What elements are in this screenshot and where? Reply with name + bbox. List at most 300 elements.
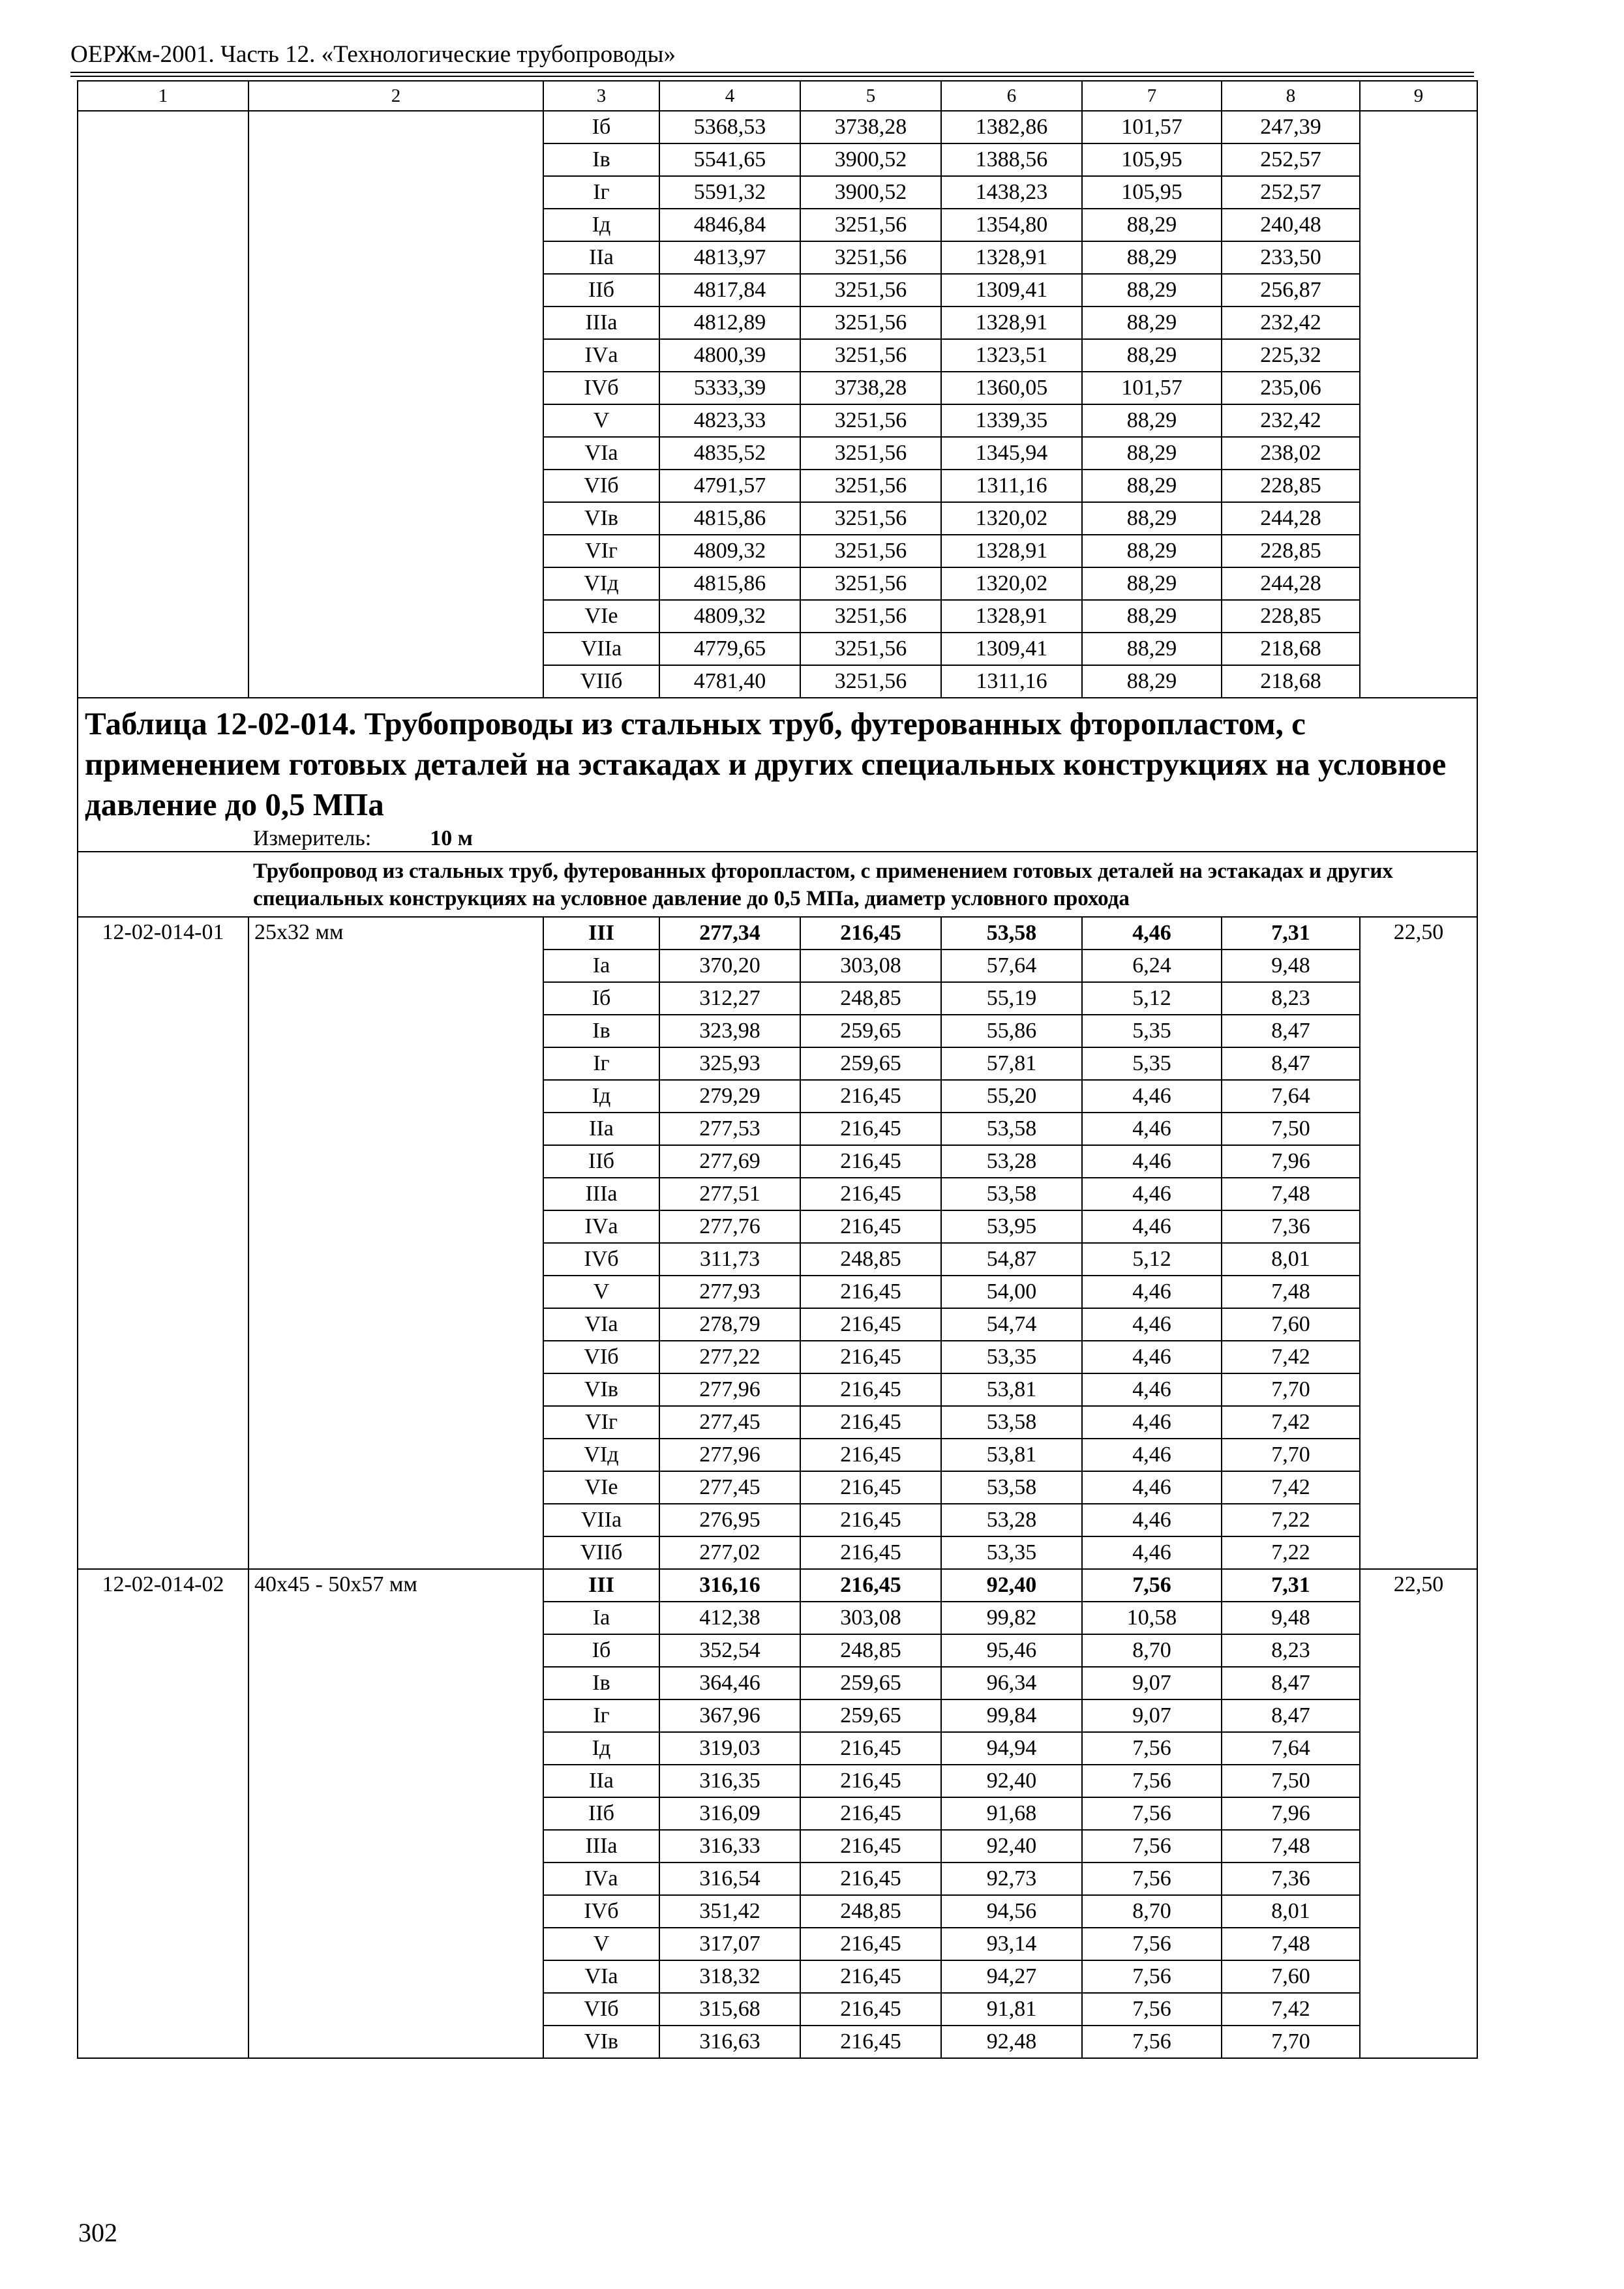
table-cell: 4,46 bbox=[1082, 1439, 1222, 1471]
description-row bbox=[78, 852, 1477, 917]
table-cell: 88,29 bbox=[1082, 600, 1222, 633]
table-cell: 53,35 bbox=[941, 1341, 1082, 1373]
table-cell: 105,95 bbox=[1082, 143, 1222, 176]
table-cell: 216,45 bbox=[800, 1993, 941, 2026]
table-cell: 3251,56 bbox=[800, 241, 941, 274]
table-cell: 4835,52 bbox=[659, 437, 800, 470]
table-cell: VIб bbox=[543, 1341, 659, 1373]
table-cell: 1320,02 bbox=[941, 502, 1082, 535]
table-cell: 7,60 bbox=[1222, 1960, 1360, 1993]
table-cell: Iб bbox=[543, 111, 659, 143]
table-cell: 248,85 bbox=[800, 1634, 941, 1667]
table-cell: 277,34 bbox=[659, 917, 800, 950]
table-cell: Iа bbox=[543, 950, 659, 982]
table-cell: Iд bbox=[543, 209, 659, 241]
table-cell: VIб bbox=[543, 1993, 659, 2026]
table-cell: 277,22 bbox=[659, 1341, 800, 1373]
table-cell: 54,00 bbox=[941, 1276, 1082, 1308]
table-cell: 3251,56 bbox=[800, 209, 941, 241]
table-cell: Iв bbox=[543, 143, 659, 176]
table-cell: IVб bbox=[543, 1895, 659, 1928]
table-cell: 8,47 bbox=[1222, 1047, 1360, 1080]
table-cell: 7,56 bbox=[1082, 1993, 1222, 2026]
table-cell: 277,76 bbox=[659, 1210, 800, 1243]
table-cell: 101,57 bbox=[1082, 111, 1222, 143]
table-cell: 7,60 bbox=[1222, 1308, 1360, 1341]
table-cell: 316,09 bbox=[659, 1797, 800, 1830]
table-cell: 4791,57 bbox=[659, 470, 800, 502]
table-cell: 88,29 bbox=[1082, 470, 1222, 502]
table-cell: 53,58 bbox=[941, 1406, 1082, 1439]
table-cell: 7,56 bbox=[1082, 1863, 1222, 1895]
table-cell: 1354,80 bbox=[941, 209, 1082, 241]
table-cell: 311,73 bbox=[659, 1243, 800, 1276]
table-cell: 1309,41 bbox=[941, 274, 1082, 307]
table-cell: 7,42 bbox=[1222, 1341, 1360, 1373]
table-cell: 216,45 bbox=[800, 1439, 941, 1471]
table-cell: 7,56 bbox=[1082, 1569, 1222, 1602]
table-cell: VIIа bbox=[543, 633, 659, 665]
column-number: 9 bbox=[1360, 81, 1477, 111]
table-cell: 3738,28 bbox=[800, 111, 941, 143]
table-cell: 88,29 bbox=[1082, 567, 1222, 600]
rate-code: 12-02-014-01 bbox=[78, 917, 248, 1569]
table-cell: 276,95 bbox=[659, 1504, 800, 1536]
table-cell: 225,32 bbox=[1222, 339, 1360, 372]
table-cell: IVа bbox=[543, 1210, 659, 1243]
table-cell: 1311,16 bbox=[941, 665, 1082, 698]
table-cell: VIг bbox=[543, 535, 659, 567]
table-cell: 4781,40 bbox=[659, 665, 800, 698]
table-cell: 370,20 bbox=[659, 950, 800, 982]
table-cell: VIIб bbox=[543, 665, 659, 698]
table-cell: 10,58 bbox=[1082, 1602, 1222, 1634]
table-cell: IVа bbox=[543, 339, 659, 372]
table-cell: 7,31 bbox=[1222, 1569, 1360, 1602]
table-cell: 4,46 bbox=[1082, 1113, 1222, 1145]
column-number: 7 bbox=[1082, 81, 1222, 111]
table-cell: 3251,56 bbox=[800, 600, 941, 633]
table-cell: Iг bbox=[543, 176, 659, 209]
measure-label: Измеритель: bbox=[253, 826, 372, 850]
table-cell: 94,56 bbox=[941, 1895, 1082, 1928]
table-cell: 216,45 bbox=[800, 1406, 941, 1439]
table-cell: 7,42 bbox=[1222, 1471, 1360, 1504]
table-cell: 277,02 bbox=[659, 1536, 800, 1569]
table-cell: 9,07 bbox=[1082, 1667, 1222, 1699]
table-cell: VIа bbox=[543, 1308, 659, 1341]
table-cell: 7,48 bbox=[1222, 1178, 1360, 1210]
table-cell: 53,58 bbox=[941, 1471, 1082, 1504]
header-rule bbox=[70, 72, 1474, 73]
header-rule bbox=[70, 76, 1474, 77]
table-cell: 216,45 bbox=[800, 1765, 941, 1797]
table-cell: 7,36 bbox=[1222, 1863, 1360, 1895]
table-cell: 1323,51 bbox=[941, 339, 1082, 372]
table-cell: 99,82 bbox=[941, 1602, 1082, 1634]
column-number: 8 bbox=[1222, 81, 1360, 111]
rate-diameter: 25х32 мм bbox=[248, 917, 543, 1569]
table-cell: VIе bbox=[543, 1471, 659, 1504]
page-header: ОЕРЖм-2001. Часть 12. «Технологические трубопроводы» bbox=[70, 41, 676, 68]
table-cell: 5,35 bbox=[1082, 1047, 1222, 1080]
measure-row bbox=[78, 826, 1477, 852]
table-cell: 216,45 bbox=[800, 1960, 941, 1993]
table-cell: 7,70 bbox=[1222, 2026, 1360, 2058]
table-cell: Iг bbox=[543, 1699, 659, 1732]
table-title-row bbox=[78, 698, 1477, 826]
table-cell: 54,74 bbox=[941, 1308, 1082, 1341]
table-cell: 53,58 bbox=[941, 917, 1082, 950]
table-cell: 244,28 bbox=[1222, 567, 1360, 600]
table-cell: 216,45 bbox=[800, 1113, 941, 1145]
table-cell: 7,56 bbox=[1082, 1732, 1222, 1765]
column-number: 3 bbox=[543, 81, 659, 111]
table-cell: IIIа bbox=[543, 1178, 659, 1210]
table-cell: 277,96 bbox=[659, 1439, 800, 1471]
table-cell: 216,45 bbox=[800, 1928, 941, 1960]
table-cell: 5333,39 bbox=[659, 372, 800, 404]
table-row bbox=[78, 1569, 1477, 1602]
table-cell: 7,96 bbox=[1222, 1797, 1360, 1830]
table-cell: 316,63 bbox=[659, 2026, 800, 2058]
table-cell: 315,68 bbox=[659, 1993, 800, 2026]
table-cell: 88,29 bbox=[1082, 209, 1222, 241]
table-cell: 4823,33 bbox=[659, 404, 800, 437]
table-cell: 4812,89 bbox=[659, 307, 800, 339]
table-cell: 216,45 bbox=[800, 1080, 941, 1113]
table-cell: 228,85 bbox=[1222, 470, 1360, 502]
table-cell: V bbox=[543, 1276, 659, 1308]
table-cell: 1320,02 bbox=[941, 567, 1082, 600]
table-cell: 88,29 bbox=[1082, 535, 1222, 567]
page-number: 302 bbox=[78, 2218, 117, 2247]
table-cell: VIв bbox=[543, 502, 659, 535]
table-cell: VIв bbox=[543, 1373, 659, 1406]
table-cell: 8,01 bbox=[1222, 1895, 1360, 1928]
table-cell: 88,29 bbox=[1082, 274, 1222, 307]
table-cell: 8,70 bbox=[1082, 1895, 1222, 1928]
table-cell: 4779,65 bbox=[659, 633, 800, 665]
table-cell: 248,85 bbox=[800, 1243, 941, 1276]
table-cell: 53,81 bbox=[941, 1439, 1082, 1471]
table-cell: 95,46 bbox=[941, 1634, 1082, 1667]
table-cell: 94,27 bbox=[941, 1960, 1082, 1993]
rate-diameter: 40х45 - 50х57 мм bbox=[248, 1569, 543, 2058]
table-cell: VIг bbox=[543, 1406, 659, 1439]
table-cell: VIд bbox=[543, 1439, 659, 1471]
table-cell: 3251,56 bbox=[800, 437, 941, 470]
table-cell: 351,42 bbox=[659, 1895, 800, 1928]
table-cell: V bbox=[543, 1928, 659, 1960]
table-cell: 277,93 bbox=[659, 1276, 800, 1308]
table-cell: 55,20 bbox=[941, 1080, 1082, 1113]
table-cell: 4,46 bbox=[1082, 1471, 1222, 1504]
table-cell: 1360,05 bbox=[941, 372, 1082, 404]
table-cell: 3900,52 bbox=[800, 143, 941, 176]
table-cell: 1382,86 bbox=[941, 111, 1082, 143]
table-cell: 323,98 bbox=[659, 1015, 800, 1047]
table-cell: 3251,56 bbox=[800, 633, 941, 665]
table-cell: 4817,84 bbox=[659, 274, 800, 307]
table-cell: 53,58 bbox=[941, 1113, 1082, 1145]
table-cell: 8,23 bbox=[1222, 982, 1360, 1015]
column-number: 4 bbox=[659, 81, 800, 111]
table-cell: 3251,56 bbox=[800, 404, 941, 437]
table-cell: 277,45 bbox=[659, 1406, 800, 1439]
col9-cell bbox=[1360, 111, 1477, 698]
table-cell: 92,40 bbox=[941, 1765, 1082, 1797]
table-cell: 4815,86 bbox=[659, 502, 800, 535]
table-cell: 240,48 bbox=[1222, 209, 1360, 241]
table-cell: 7,48 bbox=[1222, 1928, 1360, 1960]
table-cell: 88,29 bbox=[1082, 404, 1222, 437]
table-cell: IIб bbox=[543, 1145, 659, 1178]
table-cell: 4,46 bbox=[1082, 917, 1222, 950]
table-cell: 55,86 bbox=[941, 1015, 1082, 1047]
column-number: 2 bbox=[248, 81, 543, 111]
table-cell: 259,65 bbox=[800, 1015, 941, 1047]
table-cell: 4,46 bbox=[1082, 1504, 1222, 1536]
table-cell: 8,70 bbox=[1082, 1634, 1222, 1667]
table-cell: 316,35 bbox=[659, 1765, 800, 1797]
table-cell: 8,47 bbox=[1222, 1667, 1360, 1699]
table-cell: 317,07 bbox=[659, 1928, 800, 1960]
table-cell: 252,57 bbox=[1222, 143, 1360, 176]
table-cell: 8,47 bbox=[1222, 1015, 1360, 1047]
table-cell: 3251,56 bbox=[800, 274, 941, 307]
table-cell: 252,57 bbox=[1222, 176, 1360, 209]
table-cell: 216,45 bbox=[800, 2026, 941, 2058]
table-cell: 88,29 bbox=[1082, 437, 1222, 470]
table-cell: VIа bbox=[543, 437, 659, 470]
table-cell: IIа bbox=[543, 1765, 659, 1797]
table-cell: 3251,56 bbox=[800, 339, 941, 372]
table-cell: VIб bbox=[543, 470, 659, 502]
table-cell: 3251,56 bbox=[800, 567, 941, 600]
table-cell: 216,45 bbox=[800, 1308, 941, 1341]
table-cell: 7,56 bbox=[1082, 1928, 1222, 1960]
table-cell: 216,45 bbox=[800, 1471, 941, 1504]
table-cell: IVб bbox=[543, 372, 659, 404]
table-cell: 7,70 bbox=[1222, 1439, 1360, 1471]
table-cell: 3738,28 bbox=[800, 372, 941, 404]
table-cell: VIIа bbox=[543, 1504, 659, 1536]
table-cell: 3251,56 bbox=[800, 665, 941, 698]
table-cell: 218,68 bbox=[1222, 665, 1360, 698]
column-number: 1 bbox=[78, 81, 248, 111]
table-cell: 4,46 bbox=[1082, 1276, 1222, 1308]
table-cell: 4800,39 bbox=[659, 339, 800, 372]
table-cell: 4,46 bbox=[1082, 1536, 1222, 1569]
code-cell bbox=[78, 111, 248, 698]
table-cell: Iа bbox=[543, 1602, 659, 1634]
table-cell: 228,85 bbox=[1222, 600, 1360, 633]
table-cell: 216,45 bbox=[800, 1373, 941, 1406]
table-cell: 316,54 bbox=[659, 1863, 800, 1895]
table-cell: 9,48 bbox=[1222, 1602, 1360, 1634]
table-cell: 88,29 bbox=[1082, 307, 1222, 339]
table-cell: 5,12 bbox=[1082, 982, 1222, 1015]
table-cell: 7,42 bbox=[1222, 1406, 1360, 1439]
table-cell: 352,54 bbox=[659, 1634, 800, 1667]
table-cell: 7,64 bbox=[1222, 1732, 1360, 1765]
table-cell: 216,45 bbox=[800, 1178, 941, 1210]
table-cell: Iд bbox=[543, 1080, 659, 1113]
column-numbers-row bbox=[78, 81, 1477, 111]
table-cell: 277,96 bbox=[659, 1373, 800, 1406]
table-title: Таблица 12-02-014. Трубопроводы из стальных труб, футерованных фторопластом, с применением готовых деталей на эстакадах и других специальных конструкциях на условное давление до 0,5 МПа bbox=[78, 698, 1477, 826]
table-cell: 3251,56 bbox=[800, 502, 941, 535]
table-cell: 216,45 bbox=[800, 1830, 941, 1863]
table-cell: 228,85 bbox=[1222, 535, 1360, 567]
table-row bbox=[78, 917, 1477, 950]
table-cell: Iв bbox=[543, 1667, 659, 1699]
table-cell: 7,36 bbox=[1222, 1210, 1360, 1243]
table-cell: 1328,91 bbox=[941, 600, 1082, 633]
table-cell: 367,96 bbox=[659, 1699, 800, 1732]
table-cell: IIIа bbox=[543, 1830, 659, 1863]
table-cell: 5,35 bbox=[1082, 1015, 1222, 1047]
table-cell: 216,45 bbox=[800, 1732, 941, 1765]
table-cell: 364,46 bbox=[659, 1667, 800, 1699]
table-cell: 88,29 bbox=[1082, 665, 1222, 698]
table-cell: 8,23 bbox=[1222, 1634, 1360, 1667]
table-cell: 8,47 bbox=[1222, 1699, 1360, 1732]
table-cell: VIд bbox=[543, 567, 659, 600]
table-cell: 1339,35 bbox=[941, 404, 1082, 437]
table-cell: 218,68 bbox=[1222, 633, 1360, 665]
table-cell: 216,45 bbox=[800, 1797, 941, 1830]
table-cell: 318,32 bbox=[659, 1960, 800, 1993]
table-cell: 7,64 bbox=[1222, 1080, 1360, 1113]
table-cell: 4,46 bbox=[1082, 1373, 1222, 1406]
table-cell: 4815,86 bbox=[659, 567, 800, 600]
table-cell: 7,22 bbox=[1222, 1504, 1360, 1536]
table-cell: 216,45 bbox=[800, 1863, 941, 1895]
diameter-cell bbox=[248, 111, 543, 698]
table-cell: 88,29 bbox=[1082, 502, 1222, 535]
table-cell: 216,45 bbox=[800, 1145, 941, 1178]
table-cell: 53,28 bbox=[941, 1145, 1082, 1178]
table-cell: 216,45 bbox=[800, 1569, 941, 1602]
table-cell: 7,42 bbox=[1222, 1993, 1360, 2026]
table-cell: Iв bbox=[543, 1015, 659, 1047]
rate-code: 12-02-014-02 bbox=[78, 1569, 248, 2058]
table-cell: 96,34 bbox=[941, 1667, 1082, 1699]
table-cell: 53,81 bbox=[941, 1373, 1082, 1406]
table-cell: 4809,32 bbox=[659, 600, 800, 633]
table-cell: 216,45 bbox=[800, 1536, 941, 1569]
table-cell: 8,01 bbox=[1222, 1243, 1360, 1276]
table-cell: 4,46 bbox=[1082, 1145, 1222, 1178]
table-cell: III bbox=[543, 917, 659, 950]
table-cell: IVа bbox=[543, 1863, 659, 1895]
rate-col9: 22,50 bbox=[1360, 1569, 1477, 2058]
table-cell: 1438,23 bbox=[941, 176, 1082, 209]
table-cell: IVб bbox=[543, 1243, 659, 1276]
table-cell: 5541,65 bbox=[659, 143, 800, 176]
table-cell: 7,56 bbox=[1082, 1830, 1222, 1863]
table-cell: 3251,56 bbox=[800, 535, 941, 567]
table-cell: 277,69 bbox=[659, 1145, 800, 1178]
table-cell: 91,81 bbox=[941, 1993, 1082, 2026]
table-cell: Iб bbox=[543, 1634, 659, 1667]
table-cell: 277,51 bbox=[659, 1178, 800, 1210]
table-cell: 7,31 bbox=[1222, 917, 1360, 950]
table-cell: 216,45 bbox=[800, 1276, 941, 1308]
table-cell: 279,29 bbox=[659, 1080, 800, 1113]
table-cell: 3251,56 bbox=[800, 307, 941, 339]
table-cell: 1388,56 bbox=[941, 143, 1082, 176]
table-cell: 232,42 bbox=[1222, 404, 1360, 437]
table-cell: 259,65 bbox=[800, 1699, 941, 1732]
table-cell: 7,22 bbox=[1222, 1536, 1360, 1569]
table-cell: 4813,97 bbox=[659, 241, 800, 274]
table-cell: 4,46 bbox=[1082, 1406, 1222, 1439]
table-cell: 7,50 bbox=[1222, 1765, 1360, 1797]
table-cell: 5591,32 bbox=[659, 176, 800, 209]
table-cell: 53,28 bbox=[941, 1504, 1082, 1536]
table-cell: 57,81 bbox=[941, 1047, 1082, 1080]
table-cell: 53,95 bbox=[941, 1210, 1082, 1243]
table-cell: 88,29 bbox=[1082, 633, 1222, 665]
table-cell: 88,29 bbox=[1082, 339, 1222, 372]
table-cell: 303,08 bbox=[800, 1602, 941, 1634]
table-row bbox=[78, 111, 1477, 143]
table-cell: 316,16 bbox=[659, 1569, 800, 1602]
table-cell: 5,12 bbox=[1082, 1243, 1222, 1276]
table-cell: 216,45 bbox=[800, 1210, 941, 1243]
table-cell: Iб bbox=[543, 982, 659, 1015]
table-cell: Iд bbox=[543, 1732, 659, 1765]
table-cell: IIа bbox=[543, 1113, 659, 1145]
table-cell: 216,45 bbox=[800, 1341, 941, 1373]
table-cell: 1311,16 bbox=[941, 470, 1082, 502]
table-cell: 277,45 bbox=[659, 1471, 800, 1504]
table-cell: IIб bbox=[543, 1797, 659, 1830]
table-cell: 7,56 bbox=[1082, 2026, 1222, 2058]
table-cell: 1328,91 bbox=[941, 535, 1082, 567]
table-cell: 93,14 bbox=[941, 1928, 1082, 1960]
table-cell: 9,07 bbox=[1082, 1699, 1222, 1732]
column-number: 6 bbox=[941, 81, 1082, 111]
table-cell: 92,73 bbox=[941, 1863, 1082, 1895]
table-cell: 57,64 bbox=[941, 950, 1082, 982]
table-cell: 54,87 bbox=[941, 1243, 1082, 1276]
table-cell: 4,46 bbox=[1082, 1341, 1222, 1373]
table-cell: 7,56 bbox=[1082, 1960, 1222, 1993]
table-cell: 277,53 bbox=[659, 1113, 800, 1145]
table-cell: 7,70 bbox=[1222, 1373, 1360, 1406]
table-cell: 216,45 bbox=[800, 1504, 941, 1536]
table-cell: IIIа bbox=[543, 307, 659, 339]
table-cell: 238,02 bbox=[1222, 437, 1360, 470]
table-cell: 1328,91 bbox=[941, 307, 1082, 339]
table-cell: 4846,84 bbox=[659, 209, 800, 241]
table-cell: 3251,56 bbox=[800, 470, 941, 502]
table-cell: 4,46 bbox=[1082, 1308, 1222, 1341]
table-cell: 316,33 bbox=[659, 1830, 800, 1863]
table-cell: 7,96 bbox=[1222, 1145, 1360, 1178]
table-cell: VIе bbox=[543, 600, 659, 633]
table-cell: 53,58 bbox=[941, 1178, 1082, 1210]
table-cell: 412,38 bbox=[659, 1602, 800, 1634]
table-cell: 4,46 bbox=[1082, 1210, 1222, 1243]
table-cell: 244,28 bbox=[1222, 502, 1360, 535]
rates-table bbox=[77, 80, 1478, 2059]
table-cell: 256,87 bbox=[1222, 274, 1360, 307]
